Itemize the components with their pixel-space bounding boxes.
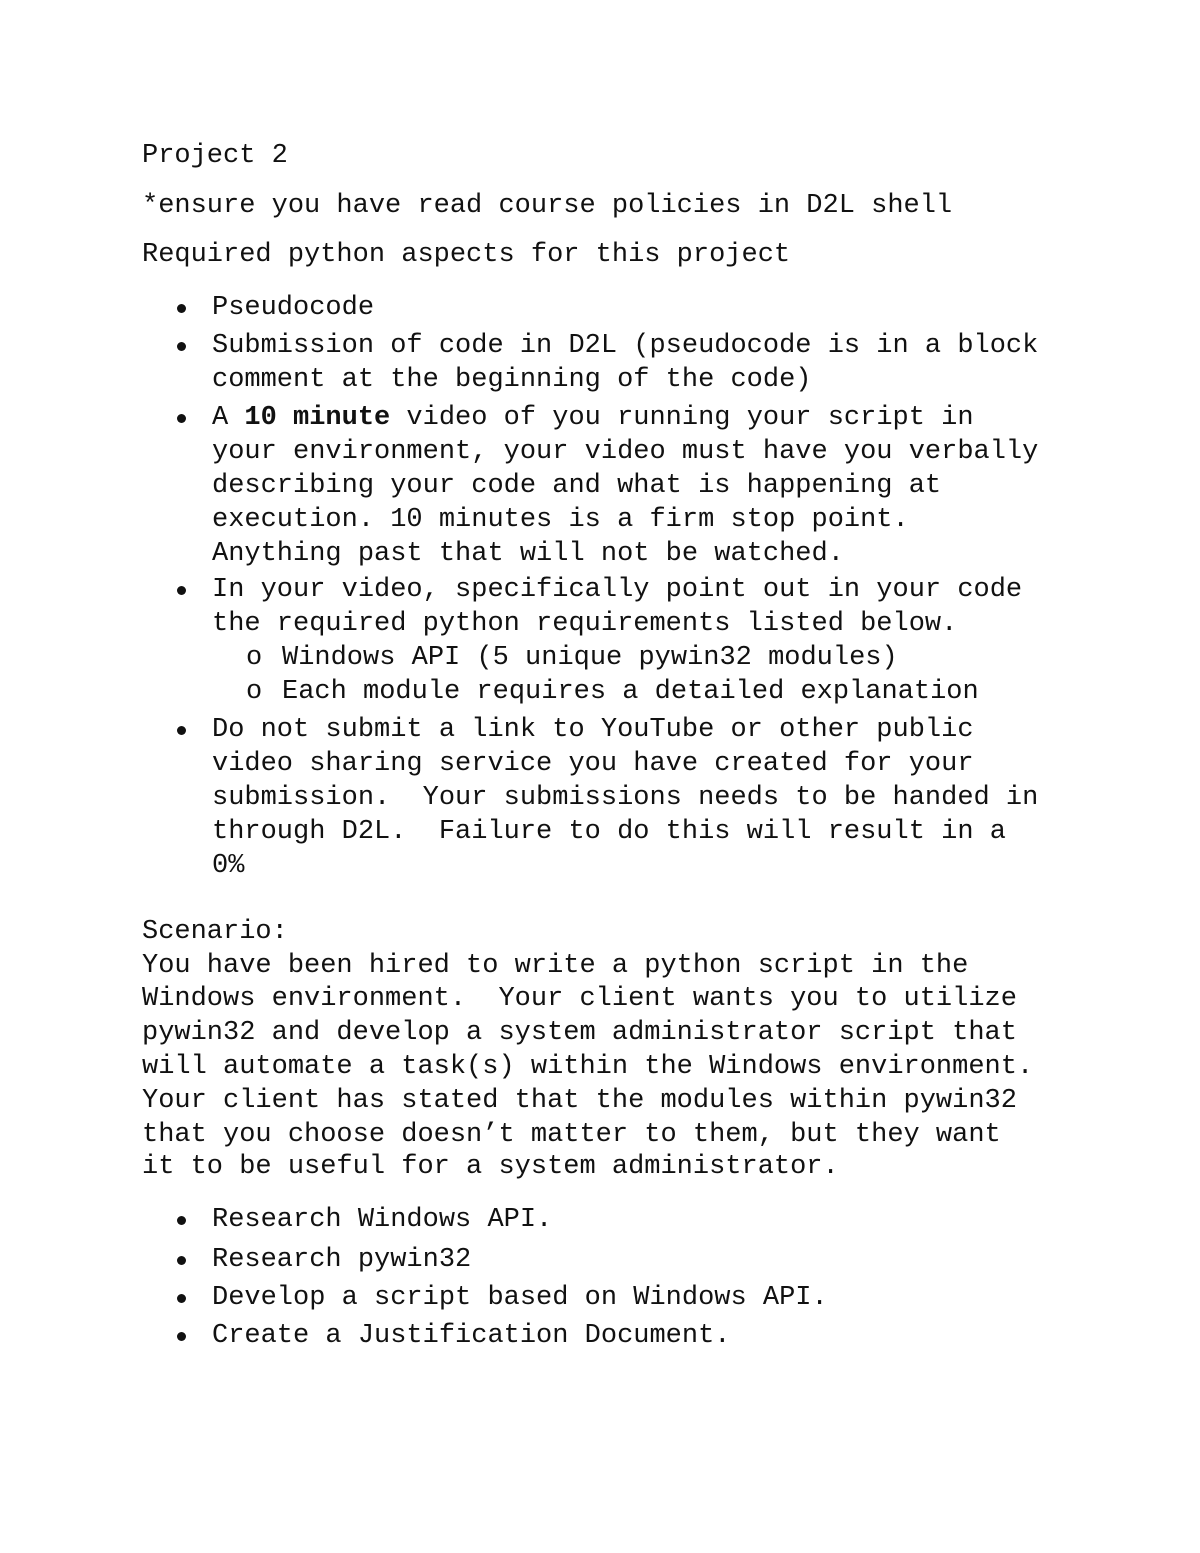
- list-item-continuation: 0%: [212, 851, 245, 881]
- list-item-continuation: submission. Your submissions needs to be handed in: [212, 783, 1039, 813]
- scenario-text: You have been hired to write a python script in the: [142, 951, 969, 981]
- scenario-text: Windows environment. Your client wants you to utilize: [142, 984, 1017, 1014]
- scenario-heading: Scenario:: [142, 917, 288, 947]
- list-item-continuation: describing your code and what is happening at: [212, 471, 942, 501]
- sub-bullet-icon: o: [246, 643, 263, 673]
- bullet-icon: [177, 1294, 186, 1303]
- list-item: Research Windows API.: [212, 1205, 553, 1235]
- list-item: Research pywin32: [212, 1245, 472, 1275]
- scenario-text: that you choose doesn’t matter to them, but they want: [142, 1120, 1001, 1150]
- bullet-icon: [177, 1332, 186, 1341]
- list-item: [212, 401, 974, 435]
- bullet-icon: [177, 304, 186, 313]
- list-item-continuation: through D2L. Failure to do this will result in a: [212, 817, 1006, 847]
- scenario-text: pywin32 and develop a system administrator script that: [142, 1018, 1017, 1048]
- bullet-icon: [177, 414, 186, 423]
- sub-bullet-icon: o: [246, 677, 263, 707]
- bullet-icon: [177, 1216, 186, 1225]
- list-item-continuation: Anything past that will not be watched.: [212, 539, 844, 569]
- item-prefix: A: [212, 403, 245, 433]
- sub-list-item: Each module requires a detailed explanation: [282, 677, 979, 707]
- policy-note: *ensure you have read course policies in D2L shell: [142, 191, 953, 221]
- bullet-icon: [177, 726, 186, 735]
- bullet-icon: [177, 1256, 186, 1265]
- list-item: In your video, specifically point out in your code: [212, 575, 1023, 605]
- document-title: Project 2: [142, 141, 288, 171]
- list-item-continuation: your environment, your video must have you verbally: [212, 437, 1039, 467]
- list-item-continuation: execution. 10 minutes is a firm stop point.: [212, 505, 909, 535]
- list-item: Do not submit a link to YouTube or other public: [212, 715, 974, 745]
- scenario-text: will automate a task(s) within the Windows environment.: [142, 1052, 1034, 1082]
- list-item-continuation: comment at the beginning of the code): [212, 365, 812, 395]
- scenario-text: it to be useful for a system administrator.: [142, 1152, 839, 1182]
- sub-list-item: Windows API (5 unique pywin32 modules): [282, 643, 898, 673]
- list-item: Create a Justification Document.: [212, 1321, 731, 1351]
- duration-emphasis: 10 minute: [244, 403, 391, 433]
- bullet-icon: [177, 586, 186, 595]
- bullet-icon: [177, 342, 186, 351]
- list-item: Develop a script based on Windows API.: [212, 1283, 828, 1313]
- list-item: Submission of code in D2L (pseudocode is in a block: [212, 331, 1039, 361]
- requirements-heading: Required python aspects for this project: [142, 240, 791, 270]
- list-item-continuation: the required python requirements listed below.: [212, 609, 958, 639]
- scenario-text: Your client has stated that the modules within pywin32: [142, 1086, 1017, 1116]
- item-text: video of you running your script in: [390, 403, 974, 433]
- list-item: Pseudocode: [212, 293, 375, 323]
- list-item-continuation: video sharing service you have created for your: [212, 749, 974, 779]
